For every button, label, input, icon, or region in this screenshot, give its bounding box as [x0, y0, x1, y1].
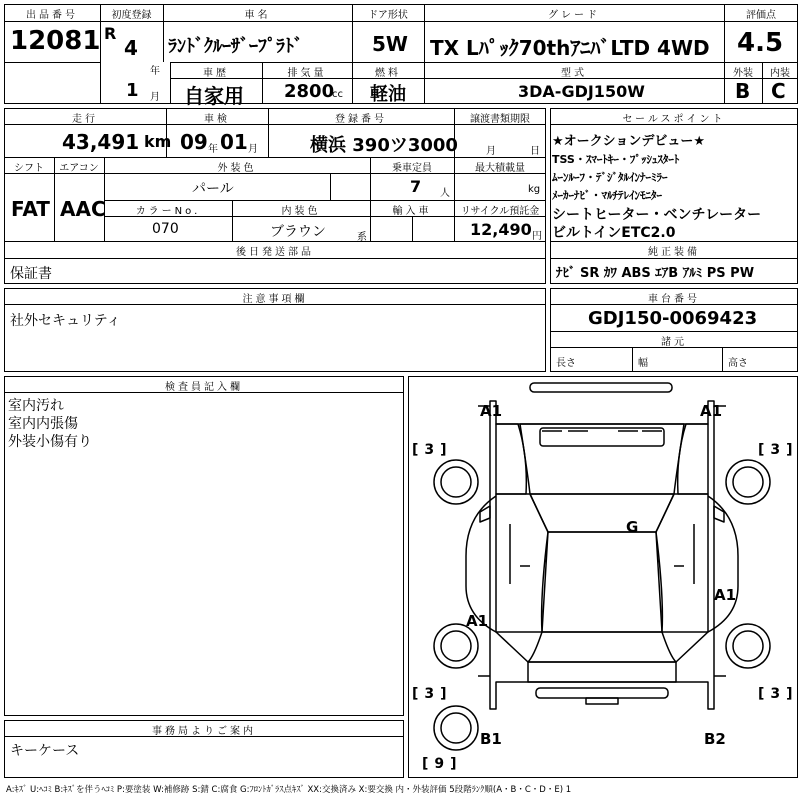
office-text: キーケース [10, 743, 80, 759]
km-unit: km [144, 132, 172, 151]
mileage-label: 走行 [72, 114, 98, 125]
door-label: ドア形状 [368, 10, 408, 21]
car-name-label: 車名 [244, 10, 271, 21]
right-side [656, 494, 708, 632]
model-code: 3DA-GDJ150W [518, 82, 645, 101]
grade: TX Lﾊﾟｯｸ70thｱﾆﾊﾞLTD 4WD [430, 36, 710, 60]
transfer-day-unit: 日 [530, 146, 540, 157]
exterior-color: パール [192, 181, 234, 197]
shift: FAT [11, 197, 50, 221]
inspection-month: 01 [220, 130, 248, 154]
rear-gate [528, 662, 676, 682]
fuel: 軽油 [370, 84, 406, 105]
inspector-label: 検査員記入欄 [165, 382, 243, 393]
recycle-fee: 12,490 [470, 220, 532, 239]
max-load-label: 最大積載量 [475, 163, 525, 174]
sales-point-line: ﾒｰｶｰﾅﾋﾞ・ﾏﾙﾁﾃﾚｲﾝﾓﾆﾀｰ [552, 189, 662, 202]
chassis-number-label: 車台番号 [648, 294, 700, 305]
grade-label: グレード [548, 10, 600, 21]
displacement: 2800 [284, 81, 335, 102]
kg-unit: kg [528, 184, 541, 195]
specs-label: 諸元 [661, 337, 687, 348]
registration-number-label: 登録番号 [335, 114, 387, 125]
history: 自家用 [184, 84, 244, 108]
transfer-month-unit: 月 [486, 146, 496, 157]
inspection-year-unit: 年 [208, 144, 218, 155]
registration-month: 1 [126, 80, 139, 101]
left-side [496, 494, 548, 632]
registration-number: 横浜 390ツ3000 [310, 135, 458, 156]
damage-mark: A1 [480, 402, 503, 420]
color-family-suffix: 系 [357, 232, 367, 243]
chassis-number: GDJ150-0069423 [588, 308, 758, 329]
mileage: 43,491 [62, 130, 140, 154]
cc-unit: cc [332, 89, 343, 100]
lot-number-label: 出品番号 [26, 10, 78, 21]
fuel-label: 燃料 [375, 68, 401, 79]
damage-mark: A1 [700, 402, 723, 420]
score-label: 評価点 [746, 10, 776, 21]
color-number: 070 [152, 221, 179, 237]
tire-tread-mark: [ 3 ] [412, 686, 447, 702]
damage-mark: A1 [714, 586, 737, 604]
capacity: 7 [410, 177, 422, 196]
rear-bumper-strip [536, 688, 668, 698]
later-parts: 保証書 [10, 266, 52, 282]
notes-label: 注意事項欄 [242, 294, 308, 305]
tire-tread-mark: [ 3 ] [412, 442, 447, 458]
year-unit: 年 [150, 66, 160, 77]
inspection-year: 09 [180, 130, 208, 154]
interior-label: 内装 [770, 68, 790, 79]
rear-window [528, 632, 676, 662]
history-label: 車歴 [203, 68, 229, 79]
tire-tread-mark: [ 9 ] [422, 756, 457, 772]
inspection-month-unit: 月 [248, 144, 258, 155]
damage-mark: B2 [704, 730, 726, 748]
equipment-label: 純正装備 [648, 247, 700, 258]
interior-color: ブラウン [270, 224, 326, 240]
model-label: 型式 [561, 68, 587, 79]
exterior-grade: B [735, 79, 751, 103]
import-label: 輸入車 [392, 206, 432, 217]
hood [520, 424, 684, 494]
displacement-label: 排気量 [287, 68, 327, 79]
color-number-label: カラーNo. [135, 206, 201, 217]
aircon: AAC [60, 197, 106, 221]
exterior-color-label: 外装色 [217, 163, 257, 174]
sales-point-line: TSS・ｽﾏｰﾄｷｰ・ﾌﾟｯｼｭｽﾀｰﾄ [552, 153, 680, 166]
inspector-note: 室内汚れ [8, 398, 64, 414]
transfer-deadline-label: 譲渡書類期限 [470, 114, 530, 125]
inspector-note: 室内内張傷 [8, 416, 78, 432]
width-label: 幅 [638, 358, 648, 369]
front-bumper-strip [530, 383, 672, 392]
length-label: 長さ [556, 358, 576, 369]
lot-number: 12081 [10, 26, 101, 56]
inspection-label: 車検 [204, 114, 230, 125]
tire-tread-mark: [ 3 ] [758, 686, 793, 702]
notes-text: 社外セキュリティ [10, 313, 121, 329]
damage-mark: B1 [480, 730, 502, 748]
height-label: 高さ [728, 358, 748, 369]
capacity-unit: 人 [440, 188, 450, 199]
registration-year: 4 [124, 36, 138, 60]
sales-points-label: セールスポイント [622, 114, 726, 125]
sales-point-line: ビルトインETC2.0 [552, 225, 676, 241]
equipment-list: ﾅﾋﾞ SR ｶﾜ ABS ｴｱB ｱﾙﾐ PS PW [556, 266, 755, 281]
shift-label: シフト [14, 163, 44, 174]
windshield [530, 494, 674, 532]
sales-point-line: ﾑｰﾝﾙｰﾌ・ﾃﾞｼﾞﾀﾙｲﾝﾅｰﾐﾗｰ [552, 171, 668, 184]
door-type: 5W [372, 32, 408, 56]
damage-mark: A1 [466, 612, 489, 630]
car-name: ﾗﾝﾄﾞｸﾙｰｻﾞｰﾌﾟﾗﾄﾞ [168, 36, 303, 57]
inspector-note: 外装小傷有り [8, 434, 92, 450]
month-unit: 月 [150, 92, 160, 103]
license-plate [586, 698, 618, 704]
sales-point-line: ★オークションデビュー★ [552, 134, 706, 149]
later-parts-label: 後日発送部品 [236, 247, 314, 258]
exterior-label: 外装 [733, 68, 753, 79]
aircon-label: エアコン [59, 163, 99, 174]
tire-tread-mark: [ 3 ] [758, 442, 793, 458]
era: R [104, 24, 117, 43]
legend: A:ｷｽﾞ U:ﾍｺﾐ B:ｷｽﾞを伴うﾍｺﾐ P:要塗装 W:補修跡 S:錆 C:腐食 G:ﾌﾛﾝﾄｶﾞﾗｽ点ｷｽﾞ XX:交換済み X:要交換 内・外装評価 5段階ﾗﾝｸ順(A・B・C・D・E) 1 [6, 785, 572, 795]
office-label: 事務局よりご案内 [152, 726, 256, 737]
recycle-fee-label: リサイクル預託金 [460, 206, 540, 217]
interior-grade: C [771, 79, 786, 103]
interior-color-label: 内装色 [281, 206, 321, 217]
vehicle-diagram [408, 376, 798, 778]
capacity-label: 乗車定員 [392, 163, 432, 174]
damage-mark: G [626, 518, 639, 536]
sales-point-line: シートヒーター・ベンチレーター [552, 207, 762, 223]
yen-unit: 円 [532, 231, 542, 242]
score: 4.5 [737, 28, 784, 58]
first-registration-label: 初度登録 [111, 10, 152, 21]
roof [542, 532, 663, 632]
